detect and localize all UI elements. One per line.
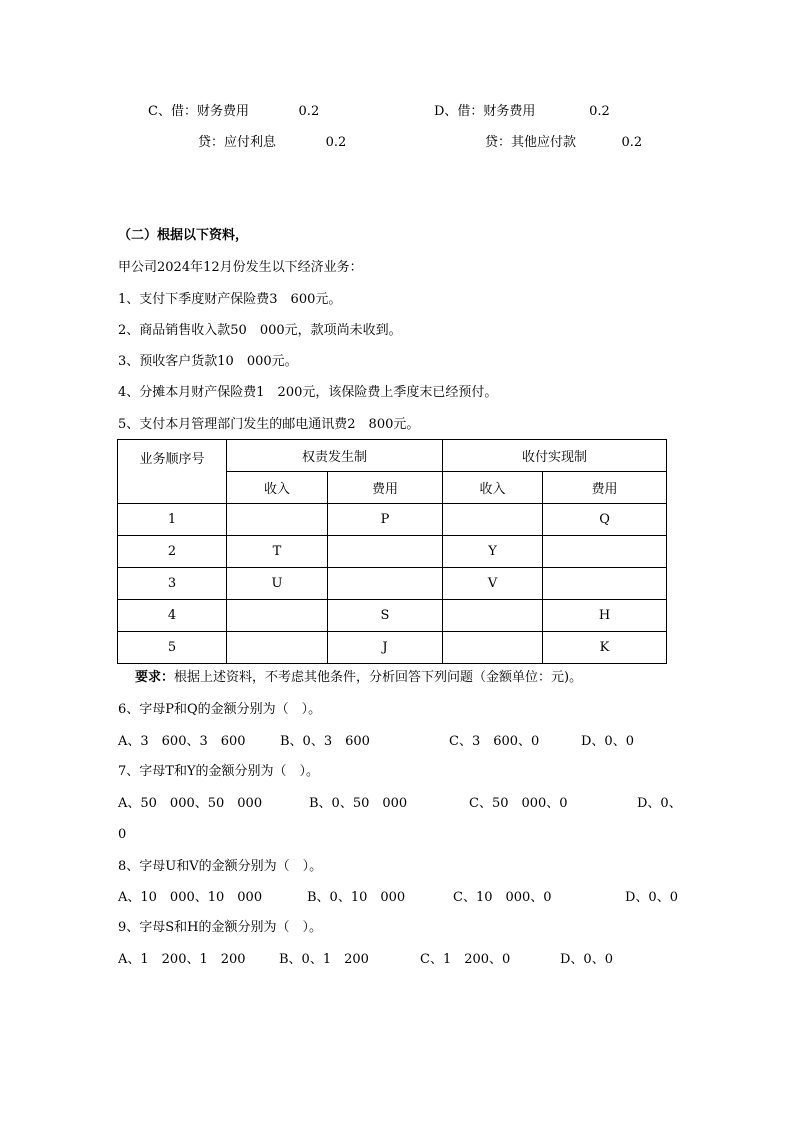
cell-cash-expense: K	[543, 632, 667, 664]
business-item-5: 5、支付本月管理部门发生的邮电通讯费2 800元。	[118, 417, 420, 432]
question-7-option-b: B、0、50 000	[309, 796, 408, 811]
table-row	[118, 568, 667, 600]
question-6-stem: 6、字母P和Q的金额分别为（ ）。	[118, 702, 322, 717]
question-9-option-a: A、1 200、1 200	[118, 952, 246, 967]
question-8-option-b: B、0、10 000	[307, 890, 406, 905]
cell-accrual-income	[227, 632, 328, 664]
option-c-debit: C、借：财务费用 0.2	[148, 104, 320, 119]
cell-seq: 4	[118, 600, 227, 632]
question-9-option-c: C、1 200、0	[420, 952, 511, 967]
table-row	[118, 536, 667, 568]
cell-accrual-expense	[328, 568, 443, 600]
business-item-1: 1、支付下季度财产保险费3 600元。	[118, 292, 342, 307]
question-7-option-c: C、50 000、0	[469, 796, 568, 811]
cell-cash-income	[443, 632, 543, 664]
cell-accrual-income	[227, 504, 328, 536]
requirement-label: 要求：	[135, 670, 175, 685]
cell-seq: 3	[118, 568, 227, 600]
business-item-3: 3、预收客户货款10 000元。	[118, 354, 298, 369]
question-6-option-a: A、3 600、3 600	[118, 734, 246, 749]
subheader-accrual-expense: 费用	[328, 472, 443, 504]
header-cash-basis: 收付实现制	[443, 440, 667, 472]
cell-seq: 1	[118, 504, 227, 536]
cell-cash-expense: Q	[543, 504, 667, 536]
cell-cash-expense	[543, 568, 667, 600]
question-8-option-d: D、0、0	[625, 890, 678, 905]
section-heading: （二）根据以下资料，	[118, 228, 249, 243]
table-row	[118, 600, 667, 632]
cell-cash-income: Y	[443, 536, 543, 568]
header-seq: 业务顺序号	[118, 440, 227, 504]
question-7-stem: 7、字母T和Y的金额分别为（ ）。	[118, 764, 320, 779]
cell-accrual-expense	[328, 536, 443, 568]
cell-accrual-income: U	[227, 568, 328, 600]
subheader-cash-expense: 费用	[543, 472, 667, 504]
cell-cash-income	[443, 504, 543, 536]
question-7-option-d: D、0、	[637, 796, 682, 811]
accounting-basis-table	[117, 439, 667, 664]
option-d-debit: D、借：财务费用 0.2	[434, 104, 610, 119]
business-item-4: 4、分摊本月财产保险费1 200元，该保险费上季度末已经预付。	[118, 385, 498, 400]
subheader-cash-income: 收入	[443, 472, 543, 504]
question-8-stem: 8、字母U和V的金额分别为（ ）。	[118, 859, 323, 874]
cell-seq: 5	[118, 632, 227, 664]
question-9-option-b: B、0、1 200	[279, 952, 369, 967]
section-intro: 甲公司2024年12月份发生以下经济业务：	[118, 260, 363, 275]
question-6-option-d: D、0、0	[581, 734, 634, 749]
option-c-credit: 贷：应付利息 0.2	[198, 135, 347, 150]
question-6-option-b: B、0、3 600	[280, 734, 370, 749]
table-row	[118, 504, 667, 536]
header-accrual-basis: 权责发生制	[227, 440, 443, 472]
cell-seq: 2	[118, 536, 227, 568]
question-6-option-c: C、3 600、0	[449, 734, 540, 749]
requirement-line	[135, 670, 582, 686]
option-d-credit: 贷：其他应付款 0.2	[485, 135, 643, 150]
subheader-accrual-income: 收入	[227, 472, 328, 504]
question-7-option-d-wrap: 0	[118, 827, 127, 842]
business-item-2: 2、商品销售收入款50 000元，款项尚未收到。	[118, 323, 402, 338]
question-8-option-c: C、10 000、0	[453, 890, 552, 905]
question-9-option-d: D、0、0	[560, 952, 613, 967]
cell-cash-income	[443, 600, 543, 632]
cell-accrual-income: T	[227, 536, 328, 568]
cell-accrual-expense: P	[328, 504, 443, 536]
cell-accrual-expense: S	[328, 600, 443, 632]
question-8-option-a: A、10 000、10 000	[118, 890, 263, 905]
question-7-option-a: A、50 000、50 000	[118, 796, 263, 811]
cell-accrual-income	[227, 600, 328, 632]
requirement-text: 根据上述资料，不考虑其他条件，分析回答下列问题（金额单位：元)。	[174, 670, 583, 685]
cell-cash-income: V	[443, 568, 543, 600]
cell-accrual-expense: J	[328, 632, 443, 664]
question-9-stem: 9、字母S和H的金额分别为（ ）。	[118, 920, 323, 935]
table-row	[118, 632, 667, 664]
cell-cash-expense	[543, 536, 667, 568]
cell-cash-expense: H	[543, 600, 667, 632]
